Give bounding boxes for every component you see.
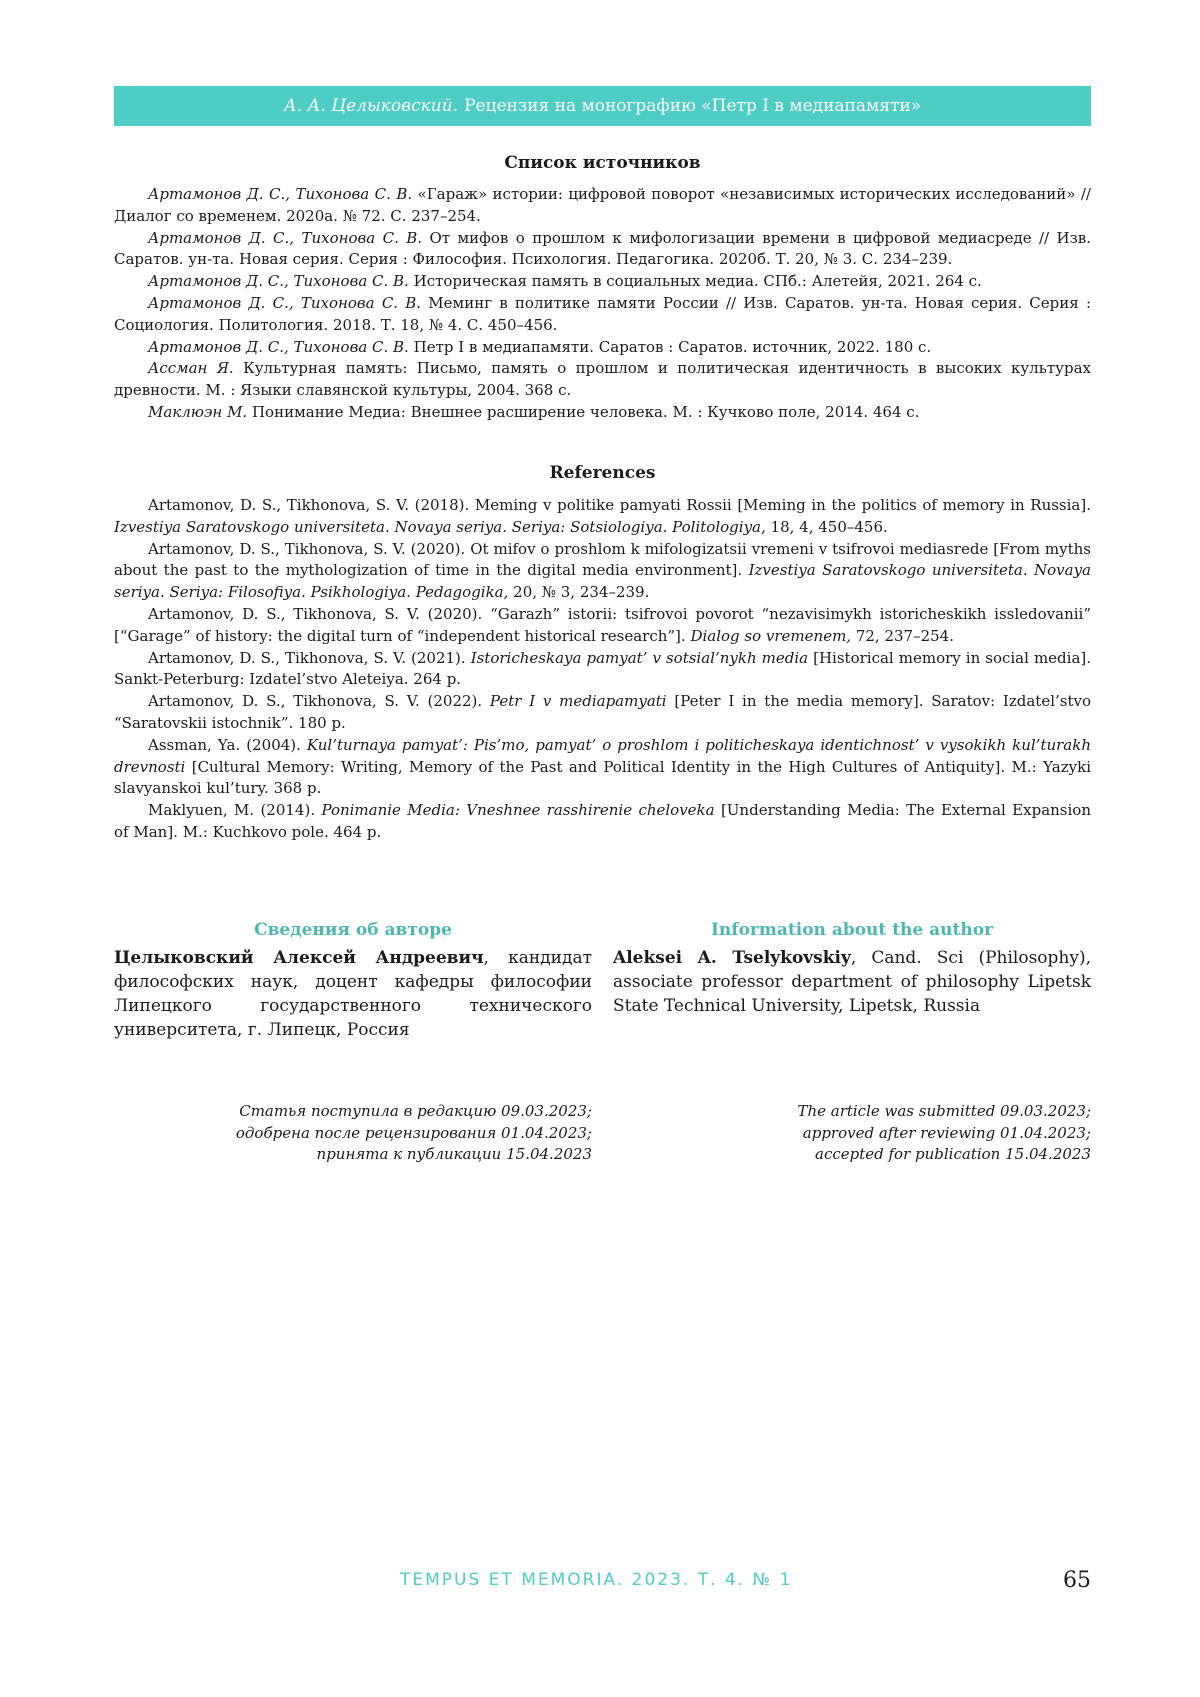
footer-journal-title: TEMPUS ET MEMORIA. 2023. Т. 4. № 1 (400, 1570, 793, 1590)
sources-list (114, 184, 1091, 424)
source-authors: Артамонов Д. С., Тихонова С. В. (148, 272, 409, 291)
reference-text: Artamonov, D. S., Tikhonova, S. V. (2020). Ot mifov o proshlom k mifologizatsii vremeni v tsifrovoi mediasrede [From myths about the past to the mythologization of time in the digital media environment]. (114, 539, 1091, 580)
author-info-ru (114, 920, 592, 1042)
source-text: «Гараж» истории: цифровой поворот «независимых исторических исследований» // Диалог со временем. 2020а. № 72. С. 237–254. (114, 185, 1091, 225)
source-item (114, 271, 1091, 293)
sources-title: Список источников (504, 153, 701, 173)
source-authors: Маклюэн М. (148, 402, 248, 421)
source-authors: Артамонов Д. С., Тихонова С. В. (148, 337, 409, 356)
author-heading-en: Information about the author (710, 920, 994, 940)
reference-item (114, 735, 1091, 800)
source-text: Культурная память: Письмо, память о прошлом и политическая идентичность в высоких культурах древности. М. : Языки славянской культуры, 2004. 368 с. (114, 359, 1092, 400)
header-title: Рецензия на монографию «Петр I в медиапамяти» (464, 96, 922, 116)
reference-italic: Kul’turnaya pamyat’: Pis’mo, pamyat’ o proshlom i politicheskaya identichnost’ v vysokikh kul’turakh drevnosti (114, 735, 1091, 776)
source-text: Историческая память в социальных медиа. СПб.: Алетейя, 2021. 264 с. (408, 272, 982, 291)
source-item (114, 184, 1091, 228)
reference-text: Maklyuen, M. (2014). (148, 801, 322, 820)
author-info-en (613, 920, 1091, 1018)
reference-italic: Izvestiya Saratovskogo universiteta. Novaya seriya. Seriya: Filosofiya. Psikhologiya. Pedagogika, (114, 561, 1091, 602)
source-text: От мифов о прошлом к мифологизации времени в цифровой медиасреде // Изв. Саратов. ун-та. Новая серия. Серия : Философия. Психология. Педагогика. 2020б. Т. 20, № 3. С. 234–239. (114, 228, 1091, 269)
reference-text: Artamonov, D. S., Tikhonova, S. V. (2021). (148, 648, 471, 667)
header-author: А. А. Целыковский. (283, 96, 459, 116)
submission-line: accepted for publication 15.04.2023 (815, 1145, 1091, 1163)
reference-text: 72, 237–254. (851, 626, 954, 645)
reference-italic: Petr I v mediapamyati (489, 692, 667, 711)
source-item (114, 228, 1091, 272)
author-details-ru: , кандидат философских наук, доцент кафедры философии Липецкого государственного технического университета, г. Липецк, Россия (114, 948, 592, 1040)
source-item (114, 293, 1091, 337)
reference-text: Artamonov, D. S., Tikhonova, S. V. (2022). (148, 692, 490, 711)
submission-line: Статья поступила в редакцию 09.03.2023; (239, 1102, 592, 1120)
reference-italic: Dialog so vremenem, (690, 626, 852, 645)
reference-item (114, 495, 1091, 539)
submission-info-en (613, 1101, 1091, 1166)
references-list (114, 495, 1091, 844)
reference-text: Artamonov, D. S., Tikhonova, S. V. (2018). Meming v politike pamyati Rossii [Meming in the politics of memory in Russia]. (148, 496, 1091, 514)
author-heading-ru: Сведения об авторе (254, 920, 452, 940)
submission-line: The article was submitted 09.03.2023; (797, 1102, 1091, 1120)
source-authors: Артамонов Д. С., Тихонова С. В. (148, 293, 422, 312)
references-title: References (549, 463, 656, 483)
page-number: 65 (1063, 1568, 1091, 1593)
reference-text: Assman, Ya. (2004). (148, 735, 307, 754)
reference-text: Artamonov, D. S., Tikhonova, S. V. (2020). “Garazh” istorii: tsifrovoi povorot “nezavisimykh istoricheskikh issledovanii” [“Garage” of history: the digital turn of “independent historical research”]. (114, 604, 1091, 645)
running-header (114, 86, 1091, 126)
source-item (114, 358, 1091, 402)
source-text: Меминг в политике памяти России // Изв. Саратов. ун-та. Новая серия. Серия : Социология. Политология. 2018. Т. 18, № 4. С. 450–456. (114, 293, 1091, 334)
author-name-en: Aleksei A. Tselykovskiy (613, 948, 851, 968)
source-text: Понимание Медиа: Внешнее расширение человека. М. : Кучково поле, 2014. 464 с. (247, 402, 920, 421)
reference-item (114, 800, 1091, 844)
reference-italic: Ponimanie Media: Vneshnee rasshirenie cheloveka (321, 801, 715, 820)
reference-text: 18, 4, 450–456. (765, 517, 888, 536)
submission-line: одобрена после рецензирования 01.04.2023; (235, 1123, 592, 1142)
source-authors: Артамонов Д. С., Тихонова С. В. (148, 228, 423, 247)
reference-italic: Istoricheskaya pamyat’ v sotsial’nykh media (470, 648, 809, 667)
reference-text: [Cultural Memory: Writing, Memory of the Past and Political Identity in the High Cultures of Antiquity]. M.: Yazyki slavyanskoi kul’tury. 368 p. (114, 757, 1091, 798)
submission-line: принята к публикации 15.04.2023 (316, 1145, 592, 1163)
source-item (114, 337, 1091, 359)
reference-italic: Izvestiya Saratovskogo universiteta. Novaya seriya. Seriya: Sotsiologiya. Politologiya, (114, 517, 766, 536)
reference-item (114, 539, 1091, 604)
reference-item (114, 648, 1091, 692)
reference-text: [Peter I in the media memory]. Saratov: Izdatel’stvo “Saratovskii istochnik”. 180 p. (114, 692, 1091, 732)
author-details-en: , Cand. Sci (Philosophy), associate professor department of philosophy Lipetsk State Technical University, Lipetsk, Russia (613, 948, 1092, 1016)
reference-item (114, 604, 1091, 648)
reference-item (114, 691, 1091, 735)
reference-text: [Understanding Media: The External Expansion of Man]. M.: Kuchkovo pole. 464 p. (114, 801, 1091, 841)
reference-text: [Historical memory in social media]. Sankt-Peterburg: Izdatel’stvo Aleteiya. 264 p. (114, 648, 1092, 689)
source-authors: Ассман Я. (148, 359, 234, 378)
source-authors: Артамонов Д. С., Тихонова С. В. (148, 185, 413, 203)
author-text-ru (114, 946, 592, 1042)
submission-line: approved after reviewing 01.04.2023; (802, 1123, 1091, 1142)
reference-text: 20, № 3, 234–239. (508, 583, 650, 602)
author-text-en (613, 946, 1091, 1018)
source-item (114, 402, 1091, 424)
author-name-ru: Целыковский Алексей Андреевич (114, 948, 484, 968)
source-text: Петр I в медиапамяти. Саратов : Саратов. источник, 2022. 180 с. (408, 337, 932, 356)
submission-info-ru (114, 1101, 592, 1166)
